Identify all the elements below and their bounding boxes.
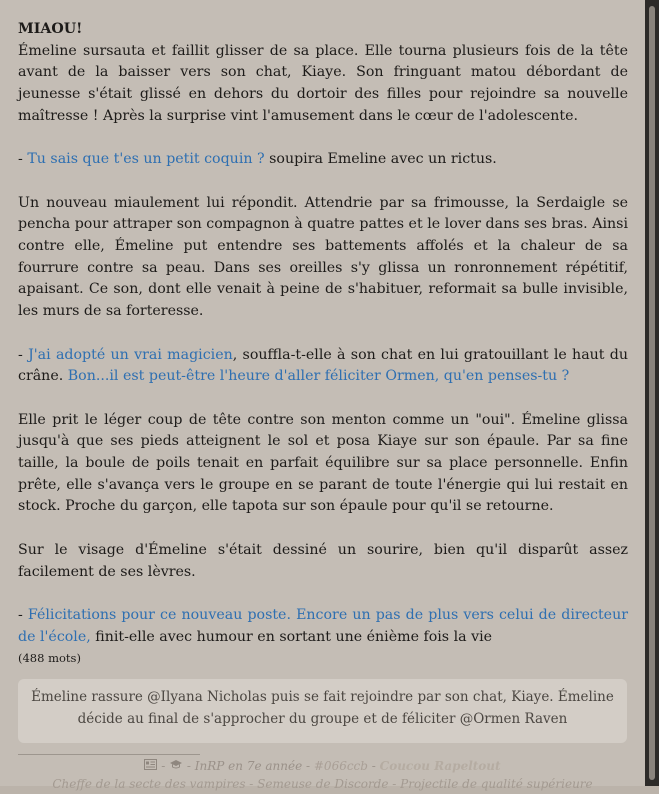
rp-status: InRP en 7e année: [194, 759, 303, 773]
dialogue-1-tail: soupira Emeline avec un rictus.: [264, 151, 497, 168]
color-code: #066ccb: [313, 759, 368, 773]
word-count: (488 mots): [18, 651, 81, 665]
graduation-cap-icon[interactable]: [169, 757, 183, 776]
paragraph-3: Elle prit le léger coup de tête contre son menton comme un "oui". Émeline glissa jusqu'à que ses pieds atteignent le sol et posa Kiaye sur son épaule. Par sa fine taille, la boule de poils tenait en parfait équilibre sur sa place personnelle. Enfin prête, elle s'avança vers le groupe en se parant de toute l'énergie qui lui restait en stock. Proche du garçon, elle tapota sur son épaule pour qu'il se retourne.: [18, 411, 628, 515]
signature-line-1: [0, 757, 645, 776]
dialogue-1-dash: -: [18, 151, 28, 168]
summary-box: Émeline rassure @Ilyana Nicholas puis se fait rejoindre par son chat, Kiaye. Émeline décide au final de s'approcher du groupe et de féliciter @Ormen Raven: [18, 679, 627, 743]
id-card-icon[interactable]: [144, 757, 157, 776]
dialogue-3: [18, 605, 628, 648]
dialogue-3-speech: Félicitations pour ce nouveau poste. Encore un pas de plus vers celui de directeur de l'école,: [18, 606, 628, 645]
paragraph-4: Sur le visage d'Émeline s'était dessiné un sourire, bien qu'il disparût assez facilement de ses lèvres.: [18, 541, 628, 580]
signature-line-2: Cheffe de la secte des vampires - Semeuse de Discorde - Projectile de qualité supérieure: [52, 777, 593, 791]
signature-sep-3: -: [302, 759, 314, 773]
signature-sep-2: -: [183, 759, 195, 773]
paragraph-1: [18, 19, 628, 128]
scrollbar[interactable]: [645, 0, 659, 786]
post-body: [18, 19, 628, 670]
exclamation: MIAOU!: [18, 21, 83, 37]
dialogue-2-speech-2: Bon...il est peut-être l'heure d'aller féliciter Ormen, qu'en penses-tu ?: [67, 368, 570, 385]
dialogue-1-speech: Tu sais que t'es un petit coquin ?: [27, 151, 265, 168]
signature-link[interactable]: Coucou Rapeltout: [379, 759, 501, 773]
dialogue-2-mid: , souffla-t-elle à son chat en lui gratouillant le haut du crâne.: [18, 346, 629, 385]
scrollbar-thumb[interactable]: [649, 6, 655, 780]
paragraph-1-text: Émeline sursauta et faillit glisser de sa place. Elle tourna plusieurs fois de la tête avant de la baisser vers son chat, Kiaye. Son fringuant matou débordant de jeunesse s'était glissé en dehors du dortoir des filles pour rejoindre sa nouvelle maîtresse ! Après la surprise vint l'amusement dans le cœur de l'adolescente.: [18, 42, 628, 124]
dialogue-2: [18, 345, 628, 388]
dialogue-3-dash: -: [18, 606, 28, 623]
dialogue-1: [18, 149, 628, 171]
paragraph-2: Un nouveau miaulement lui répondit. Attendrie par sa frimousse, la Serdaigle se pencha pour attraper son compagnon à quatre pattes et le lover dans ses bras. Ainsi contre elle, Émeline put entendre ses battements affolés et la chaleur de sa fourrure contre sa peau. Dans ses oreilles s'y glissa un ronronnement répétitif, apaisant. Ce son, dont elle venait à peine de s'habituer, reformait sa bulle invisible, les murs de sa forteresse.: [18, 194, 628, 320]
signature-divider: [18, 754, 200, 755]
dialogue-2-dash: -: [18, 346, 29, 363]
signature-sep-1: -: [157, 759, 170, 773]
signature-sep-4: -: [367, 759, 380, 773]
dialogue-3-tail: finit-elle avec humour en sortant une énième fois la vie: [90, 628, 493, 645]
dialogue-2-speech-1: J'ai adopté un vrai magicien: [28, 346, 233, 363]
